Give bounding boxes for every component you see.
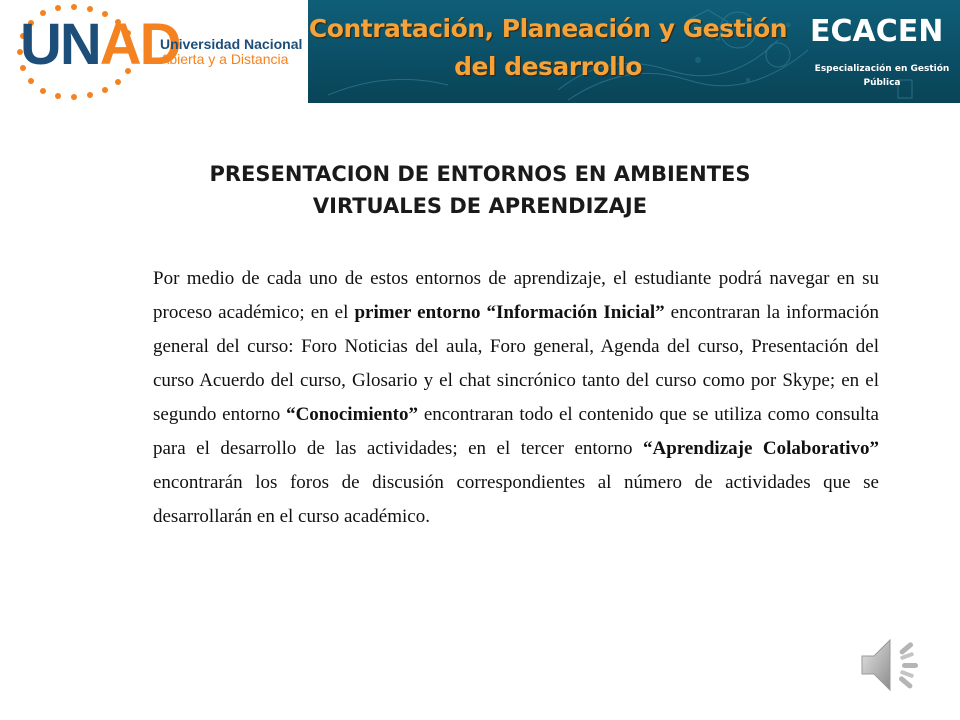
header-banner [0, 0, 960, 103]
body-bold-1: primer entorno “Información Inicial” [354, 302, 665, 323]
body-text-1: Por medio de cada uno de estos entornos de aprendizaje, el estudiante podrá navegar en su proceso académico; en el [153, 268, 879, 323]
program-line1: Especialización en Gestión [814, 64, 950, 74]
body-paragraph [153, 262, 879, 534]
body-bold-3: “Aprendizaje Colaborativo” [642, 438, 879, 459]
school-name: ECACEN [810, 14, 944, 49]
page-title [120, 158, 840, 222]
page-title-line1: PRESENTACION DE ENTORNOS EN AMBIENTES [209, 162, 751, 186]
unad-logo [0, 0, 308, 103]
course-title-line1: Contratación, Planeación y Gestión [308, 14, 788, 43]
course-title-line2: del desarrollo [454, 52, 642, 81]
university-name [160, 37, 310, 67]
body-text-2: encontraran la información general del curso: Foro Noticias del aula, Foro general, Agenda del curso, Presentación del curso Acuerdo del curso, Glosario y el chat sincrónico tanto del curso como por Skype; en el segundo entorno [153, 302, 880, 425]
university-line2: Abierta y a Distancia [160, 51, 289, 67]
course-title [308, 10, 788, 86]
body-bold-2: “Conocimiento” [286, 404, 418, 425]
body-text-4: encontrarán los foros de discusión correspondientes al número de actividades que se desarrollarán en el curso académico. [153, 472, 879, 527]
university-line1: Universidad Nacional [160, 36, 303, 52]
wordmark-ad: AD [99, 12, 180, 77]
program-name [812, 62, 952, 90]
speaker-icon[interactable] [856, 630, 928, 700]
wordmark-u: U [20, 12, 60, 77]
program-line2: Pública [863, 78, 901, 88]
unad-wordmark [20, 10, 180, 80]
page-title-line2: VIRTUALES DE APRENDIZAJE [312, 194, 648, 218]
body-text-3: encontraran todo el contenido que se utiliza como consulta para el desarrollo de las actividades; en el tercer entorno [153, 404, 879, 459]
wordmark-n: N [59, 12, 100, 77]
